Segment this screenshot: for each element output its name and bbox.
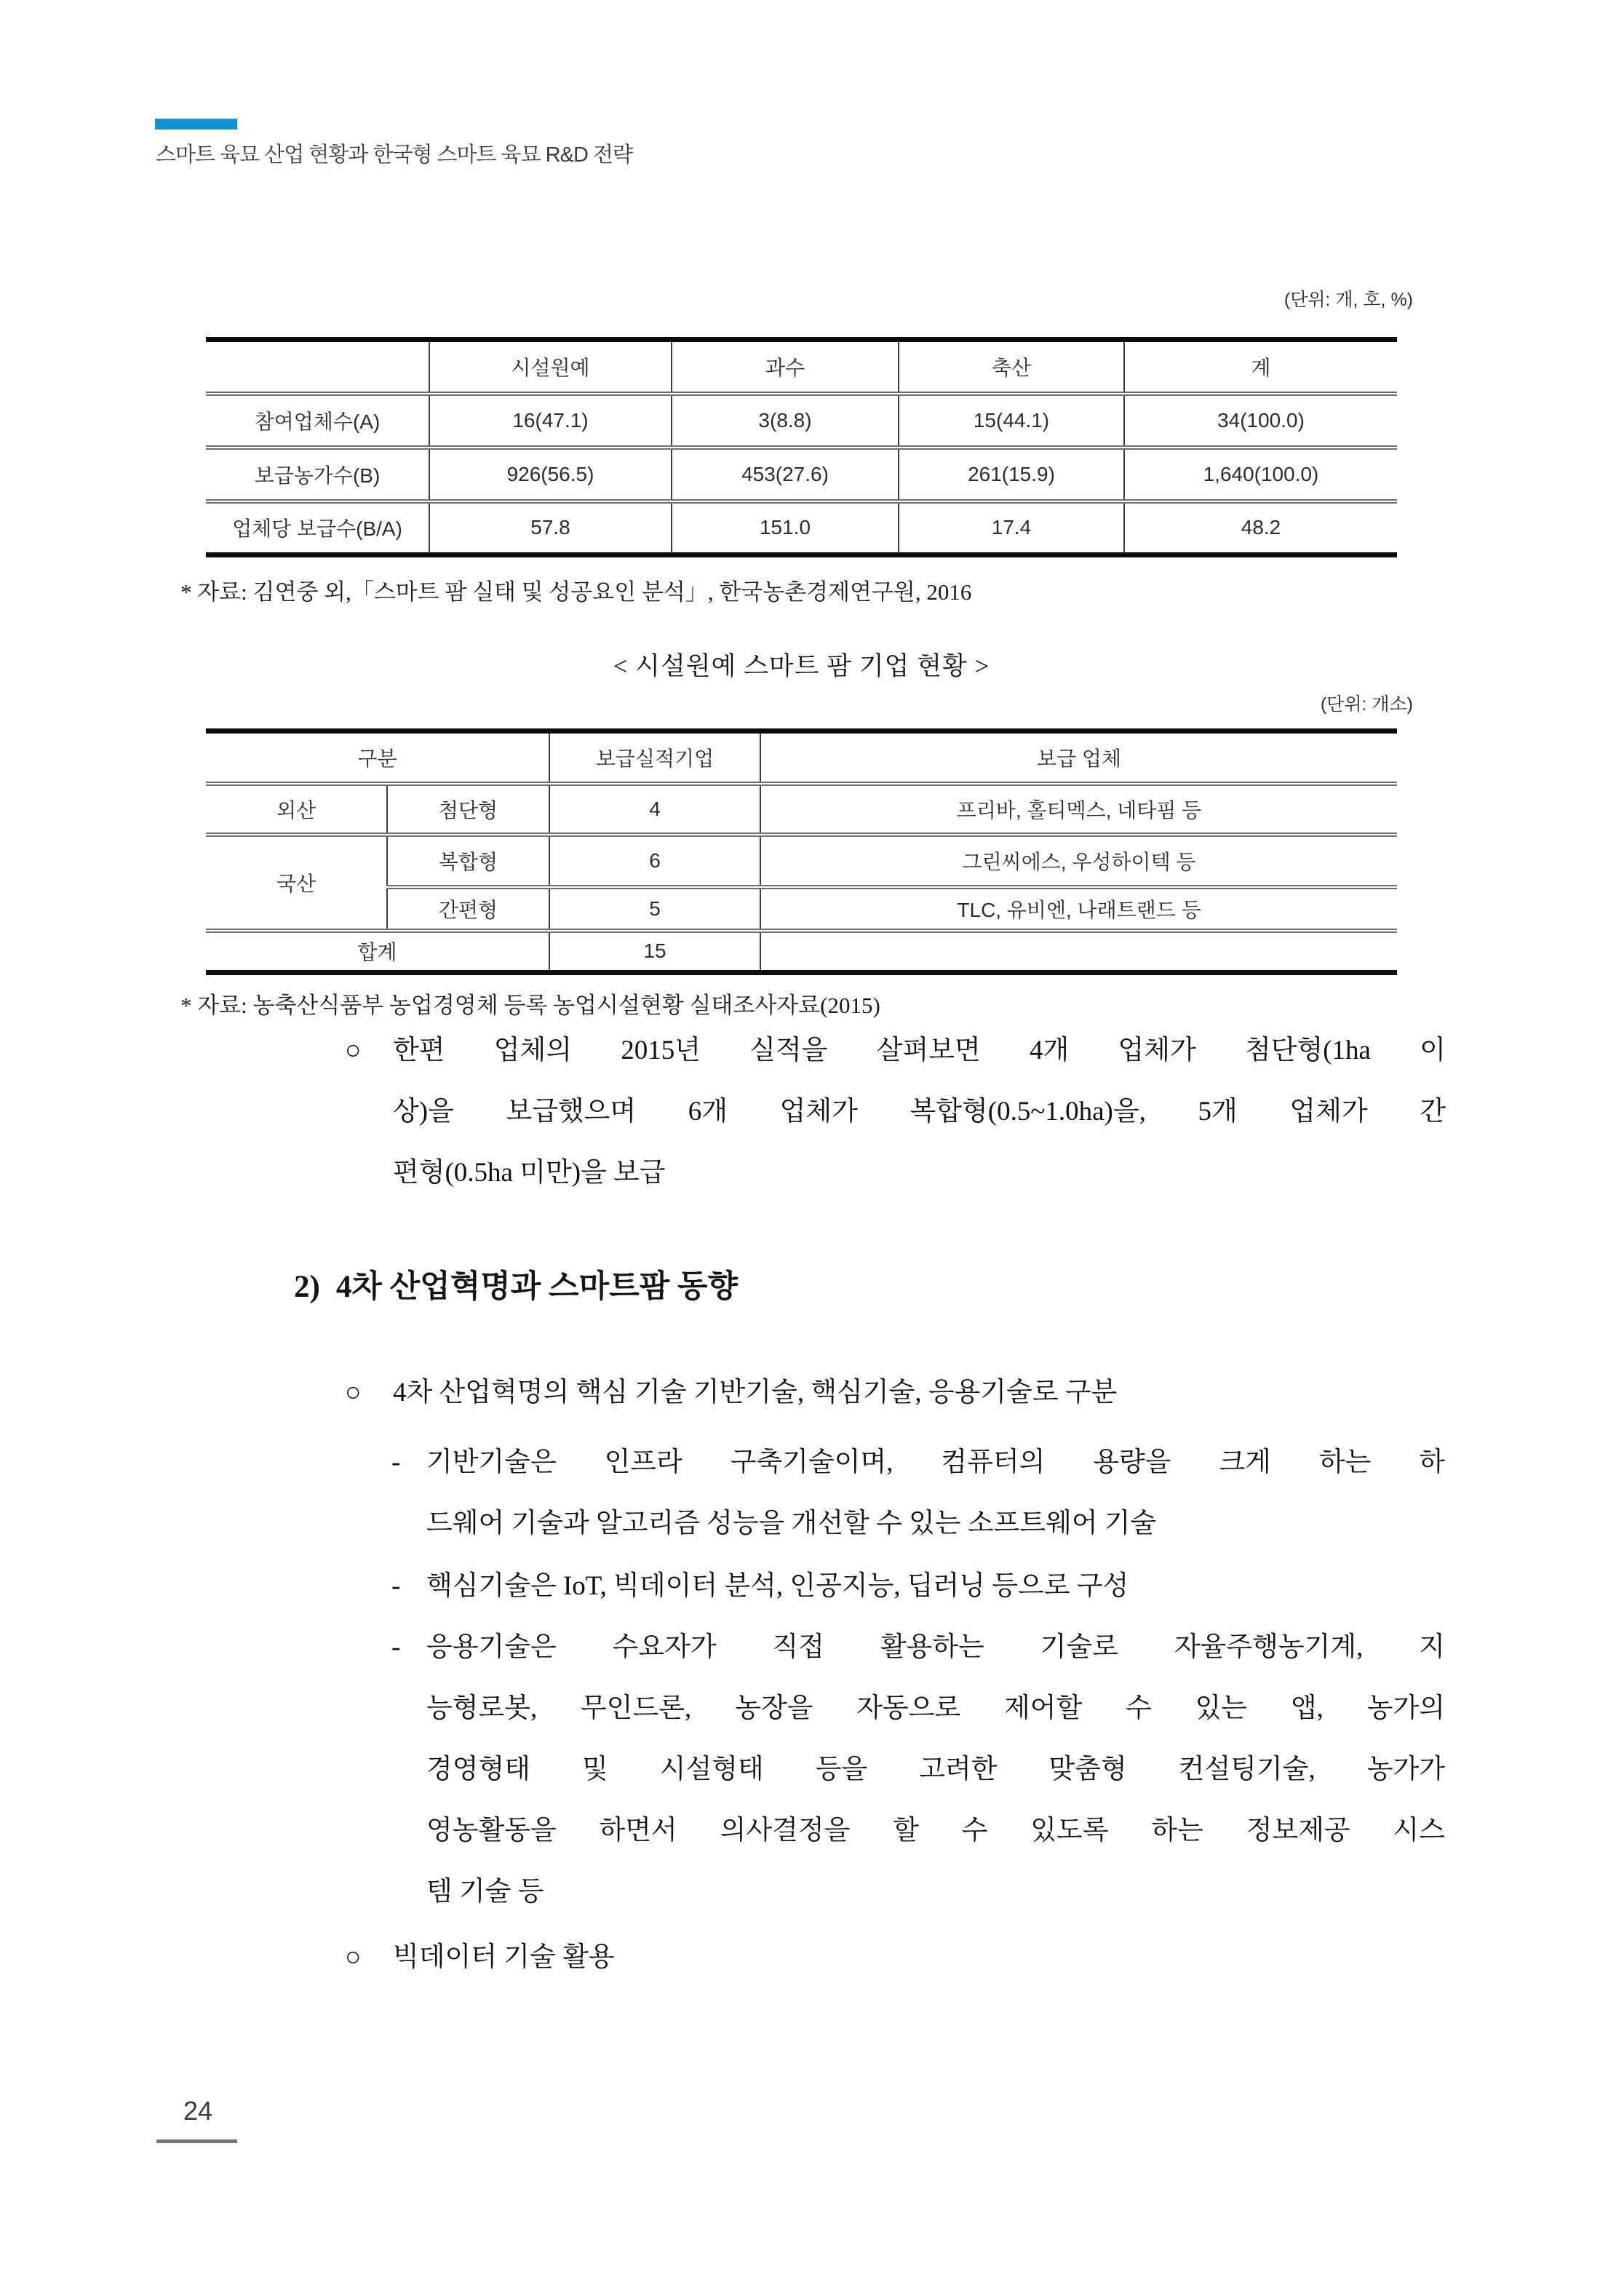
text-line: 편형(0.5ha 미만)을 보급 [393, 1158, 666, 1188]
table-row [206, 394, 1397, 448]
text-line: 템 기술 등 [426, 1877, 544, 1907]
t2-total-label: 합계 [357, 941, 397, 964]
table-header-row [206, 731, 1397, 784]
t1-cell: 151.0 [672, 501, 899, 555]
t2-companies-cell: 프리바, 홀티멕스, 네타핌 등 [760, 784, 1397, 835]
table-total-row [206, 931, 1397, 973]
table2-source-note: * 자료: 농축산식품부 농업경영체 등록 농업시설현황 실태조사자료(2015) [180, 993, 880, 1018]
table-row [206, 784, 1397, 835]
text-line: 응용기술은 수요자가 직접 활용하는 기술로 자율주행농기계, 지 [426, 1632, 1445, 1662]
t1-header-cell: 축산 [899, 340, 1124, 394]
text-line: 능형로봇, 무인드론, 농장을 자동으로 제어할 수 있는 앱, 농가의 [426, 1693, 1445, 1723]
t2-type-cell: 첨단형 [387, 784, 549, 835]
t2-count-cell: 5 [549, 887, 760, 931]
dash-paragraph [391, 1617, 1445, 1923]
t1-cell: 1,640(100.0) [1124, 448, 1397, 501]
t1-row-label: 업체당 보급수(B/A) [232, 517, 402, 541]
table2-unit-note: (단위: 개소) [1320, 694, 1413, 715]
page-number: 24 [183, 2096, 213, 2126]
dash-paragraph [391, 1556, 1445, 1617]
table2-title: < 시설원예 스마트 팜 기업 현황 > [613, 652, 990, 680]
dash-bullet-marker: - [391, 1571, 401, 1601]
bullet-paragraph [345, 1927, 1446, 1988]
running-header-title: 스마트 육묘 산업 현황과 한국형 스마트 육묘 R&D 전략 [156, 143, 632, 167]
bullet-paragraph [345, 1020, 1446, 1204]
text-line: 영농활동을 하면서 의사결정을 할 수 있도록 하는 정보제공 시스 [426, 1816, 1445, 1845]
dash-paragraph [391, 1432, 1445, 1554]
table1-unit-note: (단위: 개, 호, %) [1283, 290, 1413, 310]
table-row [206, 501, 1397, 555]
text-line: 4차 산업혁명의 핵심 기술 기반기술, 핵심기술, 응용기술로 구분 [393, 1378, 1118, 1407]
table1-source-note: * 자료: 김연중 외,「스마트 팜 실태 및 성공요인 분석」, 한국농촌경제연구원, 2016 [180, 579, 972, 605]
page-number-rule [156, 2139, 237, 2143]
dash-bullet-marker: - [391, 1632, 401, 1662]
circle-bullet-marker: ○ [345, 1036, 362, 1065]
t2-empty-cell [760, 931, 1397, 973]
header-accent-bar [155, 119, 237, 130]
section-heading [294, 1262, 738, 1306]
t2-total-count: 15 [549, 931, 760, 973]
text-line: 상)을 보급했으며 6개 업체가 복합형(0.5~1.0ha)을, 5개 업체가 간 [393, 1097, 1446, 1126]
circle-bullet-marker: ○ [345, 1942, 362, 1972]
t2-companies-cell: 그린씨에스, 우성하이텍 등 [760, 835, 1397, 887]
t1-cell: 926(56.5) [429, 448, 672, 501]
bullet-paragraph [345, 1362, 1446, 1423]
table-row [206, 448, 1397, 501]
dash-bullet-marker: - [391, 1447, 401, 1477]
t1-header-cell: 과수 [672, 340, 899, 394]
t1-cell: 3(8.8) [672, 394, 899, 448]
t1-header-cell: 시설원예 [429, 340, 672, 394]
table-row [206, 835, 1397, 887]
text-line: 경영형태 및 시설형태 등을 고려한 맞춤형 컨설팅기술, 농가가 [426, 1755, 1445, 1784]
t2-type-cell: 간편형 [387, 887, 549, 931]
section-number: 2) [294, 1270, 320, 1304]
t1-cell: 57.8 [429, 501, 672, 555]
t1-cell: 261(15.9) [899, 448, 1124, 501]
t1-cell: 48.2 [1124, 501, 1397, 555]
company-status-table [206, 728, 1397, 975]
t2-header-cell: 보급 업체 [760, 731, 1397, 784]
t2-count-cell: 6 [549, 835, 760, 887]
text-line: 기반기술은 인프라 구축기술이며, 컴퓨터의 용량을 크게 하는 하 [426, 1447, 1445, 1477]
text-line: 핵심기술은 IoT, 빅데이터 분석, 인공지능, 딥러닝 등으로 구성 [426, 1571, 1129, 1601]
t1-header-cell: 계 [1124, 340, 1397, 394]
t1-cell: 16(47.1) [429, 394, 672, 448]
participation-table [206, 337, 1397, 557]
t1-header-cell [206, 340, 429, 394]
text-line: 드웨어 기술과 알고리즘 성능을 개선할 수 있는 소프트웨어 기술 [426, 1509, 1157, 1538]
t1-row-label: 보급농가수(B) [206, 448, 429, 501]
section-title: 4차 산업혁명과 스마트팜 동향 [335, 1270, 739, 1304]
t2-count-cell: 4 [549, 784, 760, 835]
text-line: 한편 업체의 2015년 실적을 살펴보면 4개 업체가 첨단형(1ha 이 [393, 1036, 1446, 1065]
text-line: 빅데이터 기술 활용 [393, 1942, 615, 1972]
t1-row-label: 참여업체수(A) [206, 394, 429, 448]
table-header-row [206, 340, 1397, 394]
t2-origin-cell: 국산 [206, 835, 387, 931]
t2-companies-cell: TLC, 유비엔, 나래트랜드 등 [760, 887, 1397, 931]
t1-cell: 34(100.0) [1124, 394, 1397, 448]
t2-header-cell: 구분 [206, 731, 549, 784]
t1-cell: 453(27.6) [672, 448, 899, 501]
t2-origin-cell: 외산 [206, 784, 387, 835]
circle-bullet-marker: ○ [345, 1378, 362, 1407]
t2-header-cell: 보급실적기업 [549, 731, 760, 784]
t1-cell: 17.4 [899, 501, 1124, 555]
t1-cell: 15(44.1) [899, 394, 1124, 448]
t2-type-cell: 복합형 [387, 835, 549, 887]
